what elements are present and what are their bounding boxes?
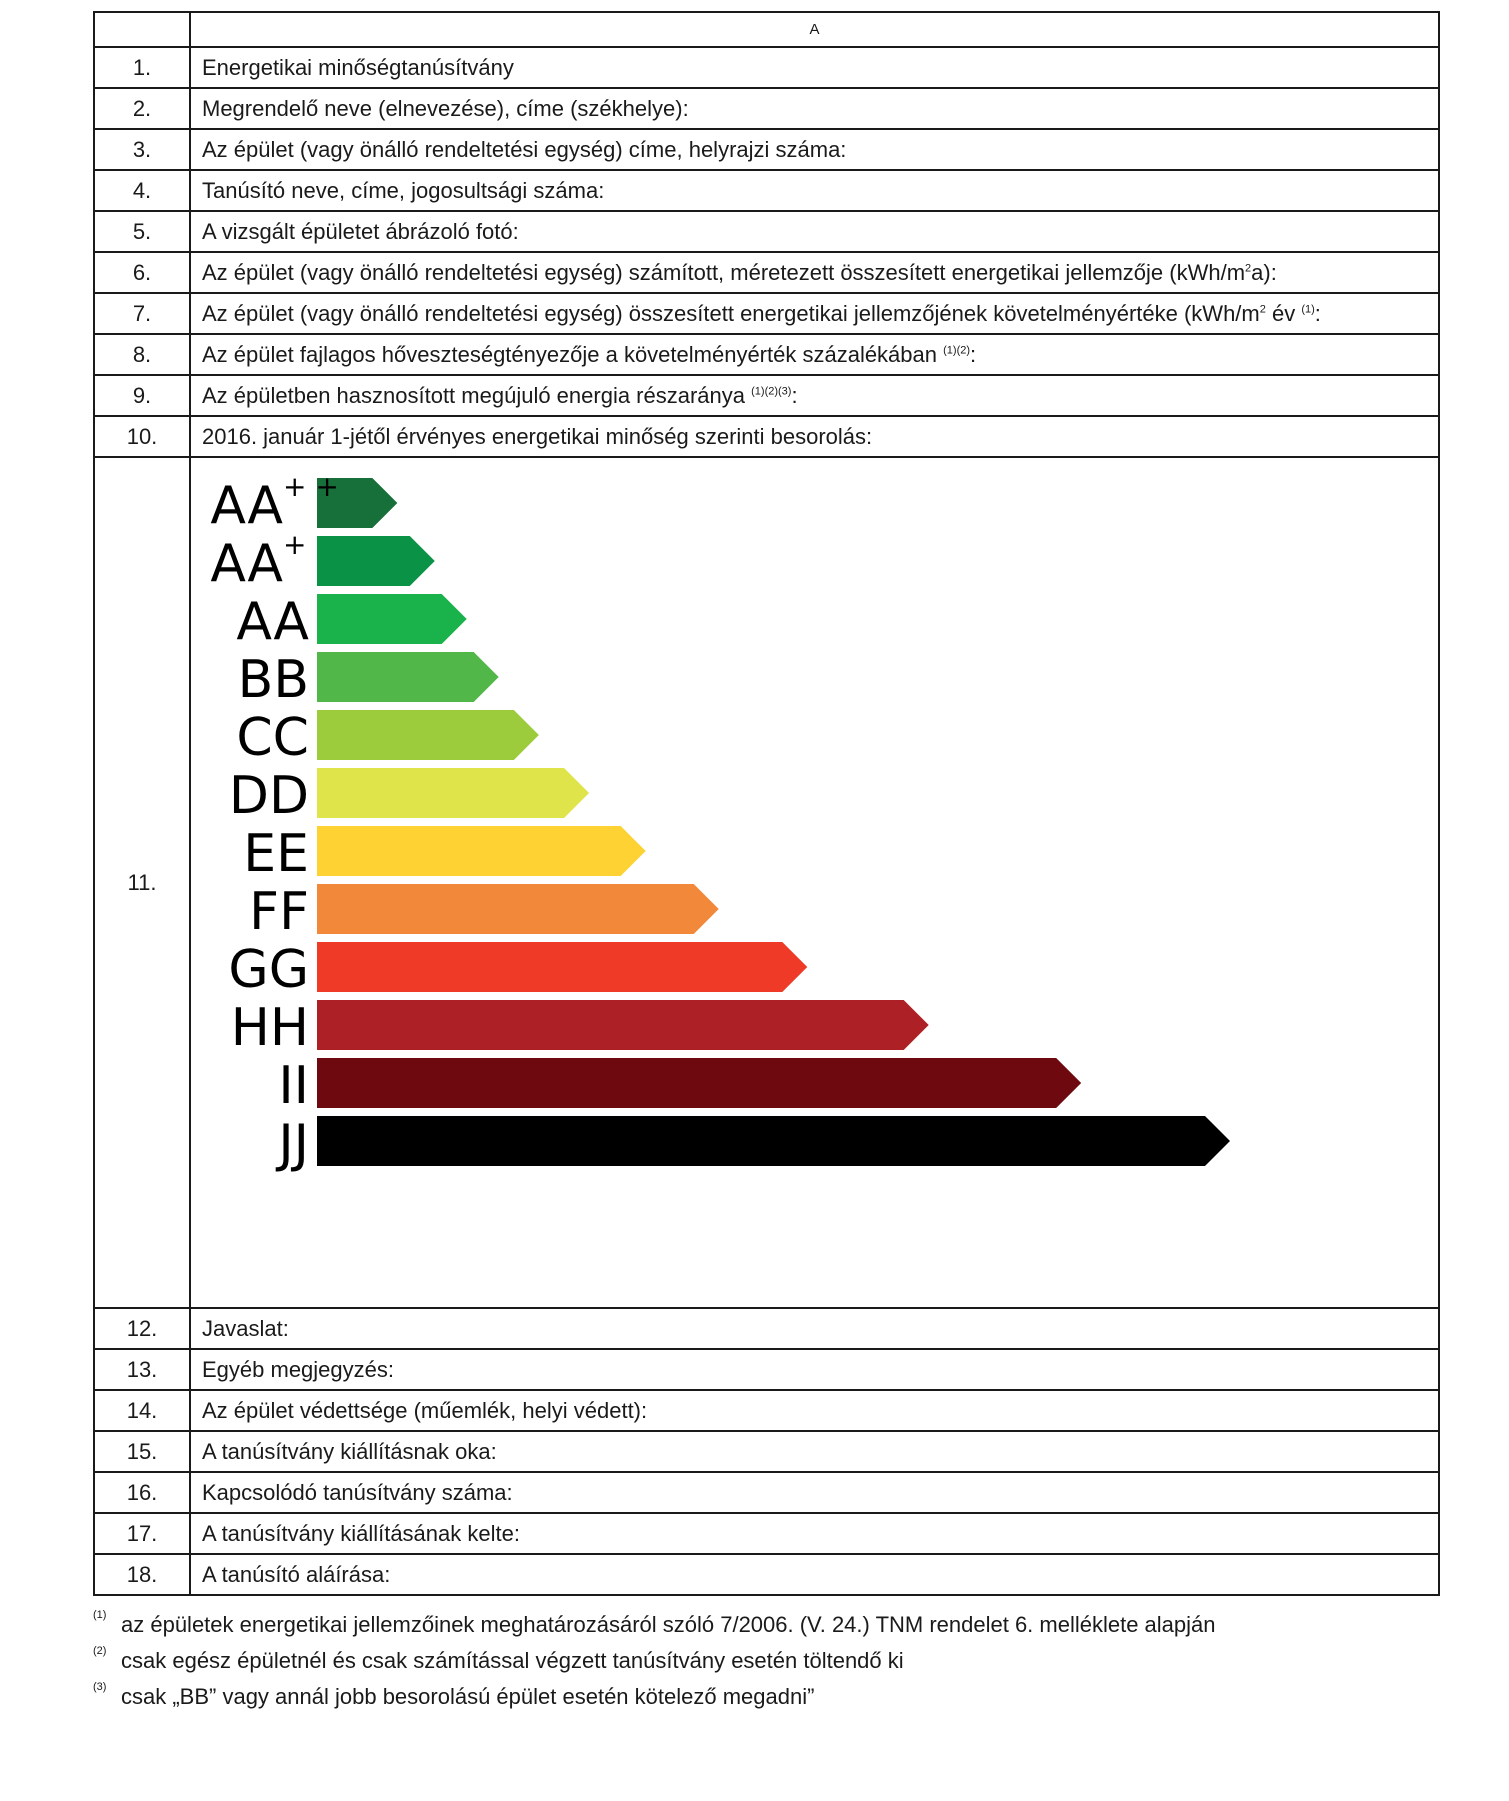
rating-label: GG xyxy=(228,940,309,1000)
row-number: 13. xyxy=(94,1349,190,1390)
rating-label: EE xyxy=(243,824,309,884)
row-label-text: : xyxy=(970,341,977,367)
row-label xyxy=(190,375,1439,416)
rating-arrow xyxy=(317,710,539,760)
row-label xyxy=(190,252,1439,293)
rating-arrow xyxy=(317,536,435,586)
row-label: Tanúsító neve, címe, jogosultsági száma: xyxy=(190,170,1439,211)
table-row xyxy=(94,375,1439,416)
row-number: 10. xyxy=(94,416,190,457)
row-label: Az épület (vagy önálló rendeltetési egység) címe, helyrajzi száma: xyxy=(190,129,1439,170)
footnote-mark: (2) xyxy=(93,1645,107,1657)
row-number: 4. xyxy=(94,170,190,211)
rating-label: CC xyxy=(236,708,309,768)
rating-arrow xyxy=(317,594,467,644)
rating-label: HH xyxy=(230,998,309,1058)
footnote-mark: (1) xyxy=(93,1609,107,1621)
table-row xyxy=(94,1308,1439,1349)
rating-label: DD xyxy=(228,766,309,826)
table-header-row xyxy=(94,12,1439,47)
footnote xyxy=(93,1645,1438,1684)
footnote-text: csak „BB” vagy annál jobb besorolású épület esetén kötelező megadni” xyxy=(121,1684,815,1709)
row-label-text: : xyxy=(791,382,798,408)
row-number: 9. xyxy=(94,375,190,416)
row-label: A tanúsítvány kiállításnak oka: xyxy=(190,1431,1439,1472)
rating-label: AA xyxy=(210,476,283,536)
row-number: 12. xyxy=(94,1308,190,1349)
row-label xyxy=(190,293,1439,334)
table-row xyxy=(94,252,1439,293)
footnote-mark: (3) xyxy=(93,1681,107,1693)
row-number: 2. xyxy=(94,88,190,129)
row-label: Egyéb megjegyzés: xyxy=(190,1349,1439,1390)
rating-plus-mark: + xyxy=(283,528,307,561)
table-row xyxy=(94,88,1439,129)
table-row xyxy=(94,47,1439,88)
rating-arrow xyxy=(317,1000,929,1050)
table-row xyxy=(94,1513,1439,1554)
row-label: A tanúsítvány kiállításának kelte: xyxy=(190,1513,1439,1554)
rating-arrow xyxy=(317,826,646,876)
row-label xyxy=(190,334,1439,375)
rating-label: BB xyxy=(237,650,309,710)
row-label: A vizsgált épületet ábrázoló fotó: xyxy=(190,211,1439,252)
rating-arrow xyxy=(317,942,807,992)
row-label-text: a): xyxy=(1251,259,1277,285)
row-number: 14. xyxy=(94,1390,190,1431)
energy-rating-cell xyxy=(190,457,1439,1308)
superscript: 2 xyxy=(1245,262,1252,275)
table-row xyxy=(94,1472,1439,1513)
row-number: 8. xyxy=(94,334,190,375)
rating-label: II xyxy=(278,1056,309,1116)
table-row xyxy=(94,1431,1439,1472)
row-number: 1. xyxy=(94,47,190,88)
footnote-ref: (1) xyxy=(1301,303,1315,316)
row-label: Megrendelő neve (elnevezése), címe (székhelye): xyxy=(190,88,1439,129)
row-label: A tanúsító aláírása: xyxy=(190,1554,1439,1595)
footnote-text: az épületek energetikai jellemzőinek meghatározásáról szóló 7/2006. (V. 24.) TNM rendelet 6. melléklete alapján xyxy=(121,1612,1216,1637)
row-label-text: Az épület (vagy önálló rendeltetési egység) összesített energetikai jellemzőjének követelményértéke (kWh/m xyxy=(202,300,1260,326)
row-label-text: év xyxy=(1265,300,1302,326)
footnote xyxy=(93,1609,1438,1648)
footnote-text: csak egész épületnél és csak számítással végzett tanúsítvány esetén töltendő ki xyxy=(121,1648,904,1673)
row-label-text: Az épületben hasznosított megújuló energia részaránya xyxy=(202,382,752,408)
energy-rating-scale xyxy=(191,459,1436,1306)
rating-label: AA xyxy=(236,592,309,652)
row-number: 16. xyxy=(94,1472,190,1513)
rating-arrow xyxy=(317,884,719,934)
row-label: Energetikai minőségtanúsítvány xyxy=(190,47,1439,88)
table-row xyxy=(94,1349,1439,1390)
row-number: 6. xyxy=(94,252,190,293)
rating-label: FF xyxy=(249,882,309,942)
row-label-text: : xyxy=(1314,300,1321,326)
table-row xyxy=(94,416,1439,457)
footnote xyxy=(93,1681,1438,1720)
row-number: 7. xyxy=(94,293,190,334)
header-empty-cell xyxy=(94,12,190,47)
footnote-ref: (1)(2) xyxy=(943,344,971,357)
table-row xyxy=(94,293,1439,334)
footnotes xyxy=(93,1609,1438,1720)
table-row xyxy=(94,129,1439,170)
energy-rating-row xyxy=(94,457,1439,1308)
row-label-text: Az épület fajlagos hőveszteségtényezője a követelményérték százalékában xyxy=(202,341,944,367)
rating-arrow xyxy=(317,768,589,818)
row-label: 2016. január 1-jétől érvényes energetikai minőség szerinti besorolás: xyxy=(190,416,1439,457)
table-row xyxy=(94,334,1439,375)
certificate-form-table xyxy=(93,11,1440,1596)
row-number: 11. xyxy=(94,457,190,1308)
rating-plus-mark: + + xyxy=(283,470,339,503)
table-row xyxy=(94,1554,1439,1595)
superscript: 2 xyxy=(1259,303,1266,316)
row-number: 5. xyxy=(94,211,190,252)
row-label: Az épület védettsége (műemlék, helyi védett): xyxy=(190,1390,1439,1431)
rating-arrow xyxy=(317,1058,1081,1108)
footnote-ref: (1)(2)(3) xyxy=(751,385,792,398)
rating-label: JJ xyxy=(278,1114,309,1174)
table-row xyxy=(94,170,1439,211)
row-label: Javaslat: xyxy=(190,1308,1439,1349)
row-label-text: Az épület (vagy önálló rendeltetési egység) számított, méretezett összesített energetikai jellemzője (kWh/m xyxy=(202,259,1246,285)
rating-label: AA xyxy=(210,534,283,594)
row-number: 3. xyxy=(94,129,190,170)
row-number: 18. xyxy=(94,1554,190,1595)
row-number: 17. xyxy=(94,1513,190,1554)
row-number: 15. xyxy=(94,1431,190,1472)
row-label: Kapcsolódó tanúsítvány száma: xyxy=(190,1472,1439,1513)
rating-arrow xyxy=(317,652,499,702)
table-row xyxy=(94,1390,1439,1431)
rating-arrow xyxy=(317,1116,1230,1166)
column-header: A xyxy=(190,12,1439,47)
table-row xyxy=(94,211,1439,252)
